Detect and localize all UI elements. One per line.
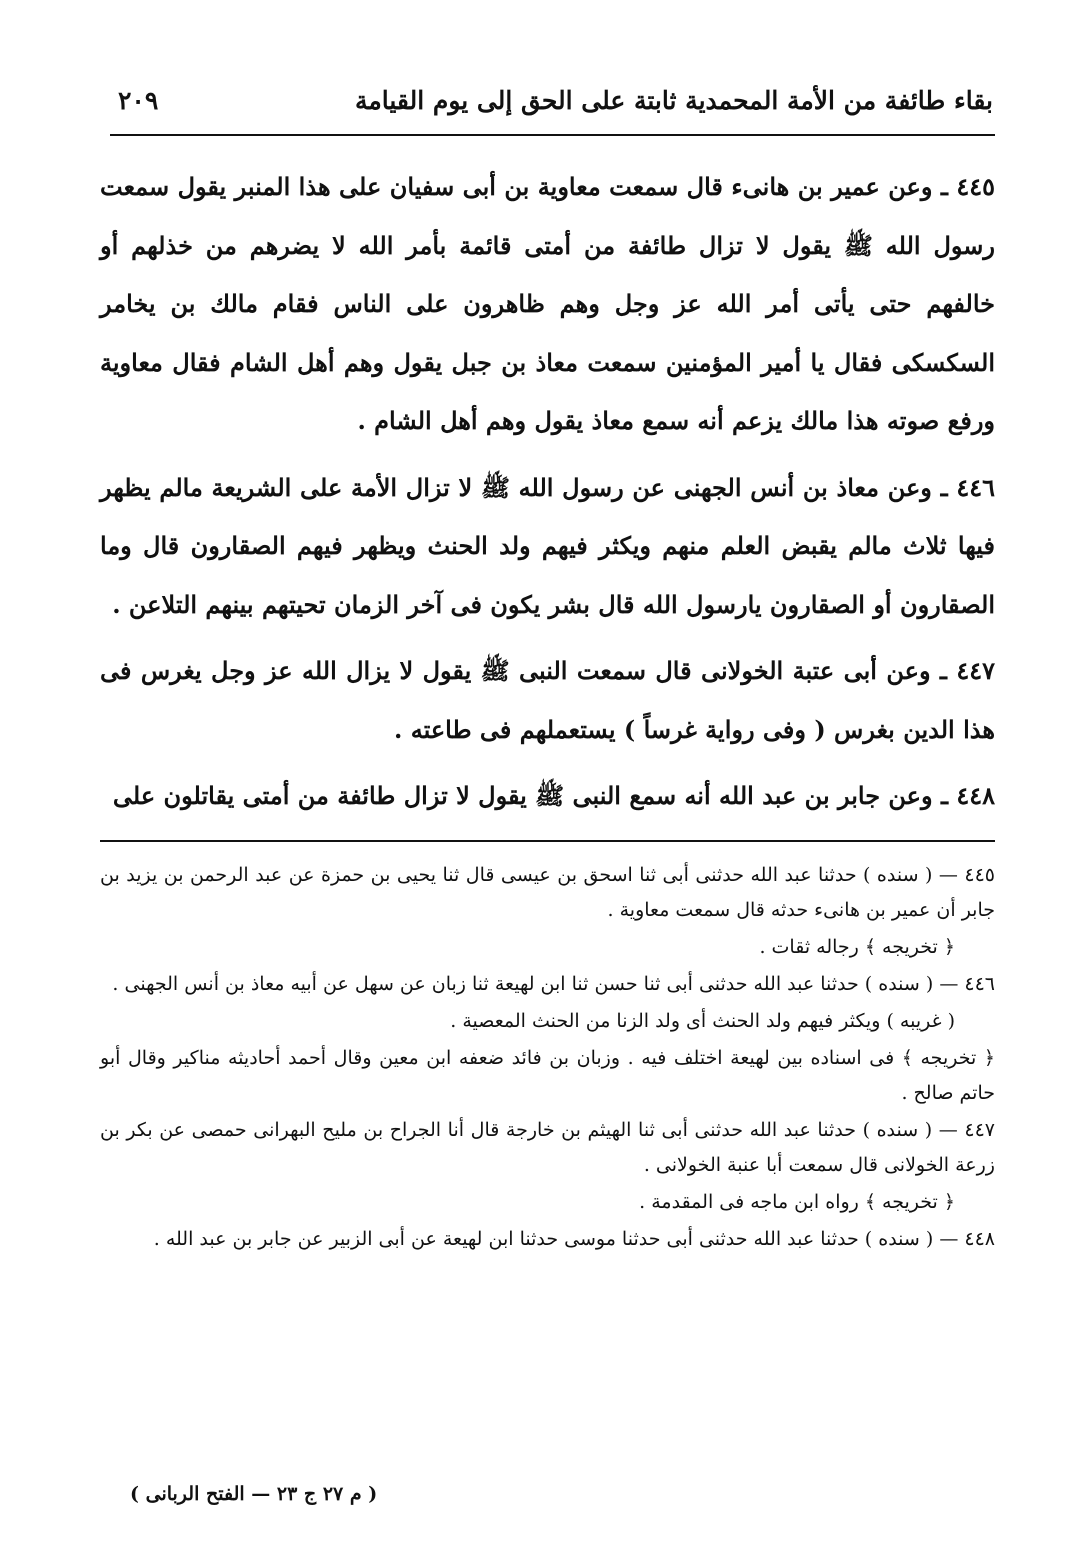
footnote-divider [100, 840, 995, 842]
volume-signature: ( م ٢٧ ج ٢٣ — الفتح الربانى ) [130, 1483, 378, 1505]
page-number: ٢٠٩ [118, 86, 159, 115]
hadith-445: ٤٤٥ ـ وعن عمير بن هانىء قال سمعت معاوية بن أبى سفيان على هذا المنبر يقول سمعت رسول الله ﷺ يقول لا تزال طائفة من أمتى قائمة بأمر الله لا يضرهم من خذلهم أو خالفهم حتى يأتى أمر الله عز وجل وهم ظاهرون على الناس فقام مالك بن يخامر السكسكى فقال يا أمير المؤمنين سمعت معاذ بن جبل يقول وهم أهل الشام فقال معاوية ورفع صوته هذا مالك يزعم أنه سمع معاذ يقول وهم أهل الشام . [100, 172, 995, 435]
footnote-446-sanad: ٤٤٦ — ( سنده ) حدثنا عبد الله حدثنى أبى ثنا حسن ثنا ابن لهيعة ثنا زبان عن سهل عن أبيه معاذ بن أنس الجهنى . [112, 973, 995, 995]
footnotes [100, 858, 995, 1257]
page-header [118, 86, 993, 126]
footnote-448-sanad: ٤٤٨ — ( سنده ) حدثنا عبد الله حدثنى أبى حدثنا موسى حدثنا ابن لهيعة عن أبى الزبير عن جابر بن عبد الله . [153, 1228, 995, 1250]
hadith-446: ٤٤٦ ـ وعن معاذ بن أنس الجهنى عن رسول الله ﷺ لا تزال الأمة على الشريعة مالم يظهر فيها ثلاث مالم يقبض العلم منهم ويكثر فيهم ولد الحنث ويظهر فيهم الصقارون قال وما الصقارون أو الصقارون يارسول الله قال بشر يكون فى آخر الزمان تحيتهم بينهم التلاعن . [100, 472, 995, 619]
footnote-447-sanad: ٤٤٧ — ( سنده ) حدثنا عبد الله حدثنى أبى ثنا الهيثم بن خارجة قال أنا الجراح بن مليح البهرانى حمصى عن بكر بن زرعة الخولانى قال سمعت أبا عنبة الخولانى . [100, 1119, 995, 1176]
footnote-445-takhrij: ﴿ تخريجه ﴾ رجاله ثقات . [759, 936, 955, 958]
footnote-446-gharib: ( غريبه ) ويكثر فيهم ولد الحنث أى ولد الزنا من الحنث المعصية . [450, 1010, 955, 1032]
footnote-447-takhrij: ﴿ تخريجه ﴾ رواه ابن ماجه فى المقدمة . [639, 1191, 955, 1213]
footnote-446-takhrij: ﴿ تخريجه ﴾ فى اسناده بين لهيعة اختلف فيه . وزبان بن فائد ضعفه ابن معين وقال أحمد أحاديثه مناكير وقال أبو حاتم صالح . [100, 1047, 995, 1104]
header-divider [110, 134, 995, 136]
hadith-447: ٤٤٧ ـ وعن أبى عتبة الخولانى قال سمعت النبى ﷺ يقول لا يزال الله عز وجل يغرس فى هذا الدين بغرس ( وفى رواية غرساً ) يستعملهم فى طاعته . [100, 656, 995, 744]
hadith-448: ٤٤٨ ـ وعن جابر بن عبد الله أنه سمع النبى ﷺ يقول لا تزال طائفة من أمتى يقاتلون على [112, 781, 995, 810]
running-title: بقاء طائفة من الأمة المحمدية ثابتة على الحق إلى يوم القيامة [354, 86, 993, 115]
footnote-445-sanad: ٤٤٥ — ( سنده ) حدثنا عبد الله حدثنى أبى ثنا اسحق بن عيسى قال ثنا يحيى بن حمزة عن عبد الرحمن بن يزيد بن جابر أن عمير بن هانىء حدثه قال سمعت معاوية . [100, 864, 995, 921]
main-text [100, 158, 995, 826]
